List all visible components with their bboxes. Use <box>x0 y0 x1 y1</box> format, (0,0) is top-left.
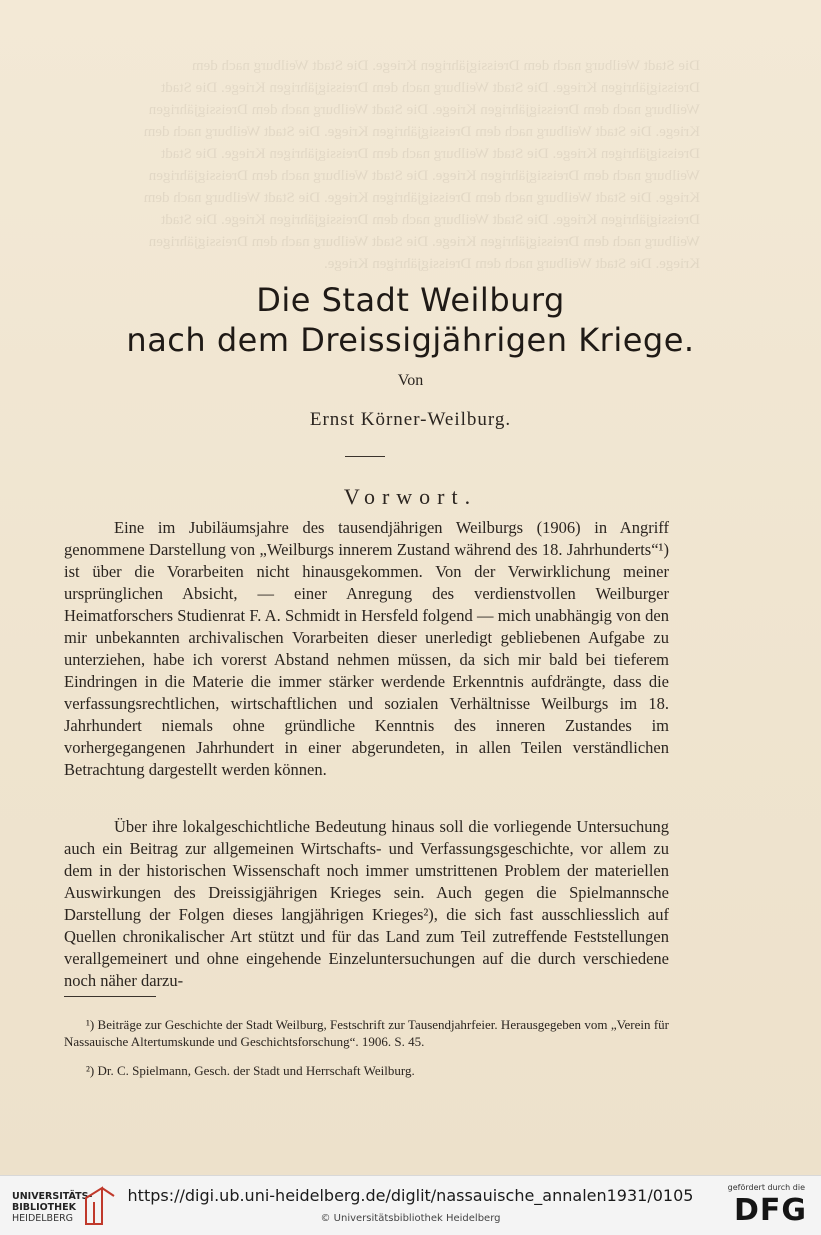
footnote-1: ¹) Beiträge zur Geschichte der Stadt Weilburg, Festschrift zur Tausendjahrfeier. Herausgegeben vom „Verein für Nassauische Altertumskunde und Geschichtsforschung“. 1906. S. 45. <box>64 1017 669 1049</box>
library-line-1: UNIVERSITÄTS- <box>12 1191 93 1202</box>
article-title-line-1: Die Stadt Weilburg <box>256 281 565 319</box>
copyright-notice: © Universitätsbibliothek Heidelberg <box>320 1213 501 1224</box>
section-heading: Vorwort. <box>343 484 478 509</box>
library-line-3: HEIDELBERG <box>12 1213 74 1224</box>
page-url-link[interactable]: https://digi.ub.uni-heidelberg.de/diglit/nassauische_annalen1931/0105 <box>127 1186 694 1205</box>
library-line-2: BIBLIOTHEK <box>12 1202 76 1213</box>
show-through-text: Die Stadt Weilburg nach dem Dreissigjährigen Kriege. Die Stadt Weilburg nach dem Dreissigjährigen Kriege. Die Stadt Weilburg nach dem Dreissigjährigen Kriege. Die Stadt Weilburg nach dem Dreissigjährigen Kriege. Die Stadt Weilburg nach dem Dreissigjährigen Kriege. Die Stadt Weilburg nach dem Dreissigjährigen Kriege. Die Stadt Weilburg nach dem Dreissigjährigen Kriege. Die Stadt Weilburg nach dem Dreissigjährigen Kriege. Die Stadt Weilburg nach dem Dreissigjährigen Kriege. Die Stadt Weilburg nach dem Dreissigjährigen Kriege. Die Stadt Weilburg nach dem Dreissigjährigen Kriege. Die Stadt Weilburg nach dem Dreissigjährigen Kriege. Die Stadt Weilburg nach dem Dreissigjährigen Kriege. Die Stadt Weilburg nach dem Dreissigjährigen Kriege. Die Stadt Weilburg nach dem Dreissigjährigen Kriege. Die Stadt Weilburg nach dem Dreissigjährigen Kriege. <box>143 58 700 272</box>
byline-von: Von <box>397 372 424 389</box>
article-title-line-2: nach dem Dreissigjährigen Kriege. <box>126 321 695 359</box>
dfg-logo[interactable]: DFG <box>733 1193 807 1228</box>
body-paragraph-1: Eine im Jubiläumsjahre des tausendjährigen Weilburgs (1906) in Angriff genommene Darstellung von „Weilburgs innerem Zustand während des 18. Jahrhunderts“¹) ist über die Vorarbeiten nicht hinausgekommen. Von der Verwirklichung meiner ursprünglichen Absicht, — einer Anregung des verdienstvollen Weilburger Heimatforschers Studienrat F. A. Schmidt in Hersfeld folgend — mich unabhängig von den mir unbekannten archivalischen Vorarbeiten dieser unerledigt gebliebenen Aufgabe zu unterziehen, habe ich vorerst Abstand nehmen müssen, da sich mir bald bei tieferem Eindringen in die Materie die immer stärker werdende Erkenntnis aufdrängte, dass die verfassungsrechtlichen, wirtschaftlichen und sozialen Verhältnisse Weilburgs im 18. Jahrhundert niemals ohne gründliche Kenntnis des inneren Zustandes im vorhergegangenen Jahrhundert in einer abgerundeten, in allen Teilen verständlichen Betrachtung dargestellt werden können. <box>64 518 669 779</box>
footnote-2: ²) Dr. C. Spielmann, Gesch. der Stadt und Herrschaft Weilburg. <box>86 1063 415 1078</box>
viewer-footer <box>0 1175 821 1235</box>
author-name: Ernst Körner-Weilburg. <box>309 409 512 430</box>
body-paragraph-2: Über ihre lokalgeschichtliche Bedeutung hinaus soll die vorliegende Untersuchung auch ein Beitrag zur allgemeinen Wirtschafts- und Verfassungsgeschichte, vor allem zu dem in der historischen Wissenschaft noch immer umstrittenen Problem der materiellen Auswirkungen des Dreissigjährigen Krieges sein. Auch gegen die Spielmannsche Darstellung der Folgen dieses langjährigen Krieges²), die sich fast ausschliesslich auf Quellen chronikalischer Art stützt und für das Land zum Teil zutreffende Feststellungen verallgemeinert und ohne eingehende Einzeluntersuchungen auf die durch verschiedene noch näher darzu- <box>64 817 669 990</box>
footnote-divider <box>64 996 156 997</box>
title-divider <box>345 456 385 457</box>
funder-note: gefördert durch die <box>727 1183 805 1192</box>
